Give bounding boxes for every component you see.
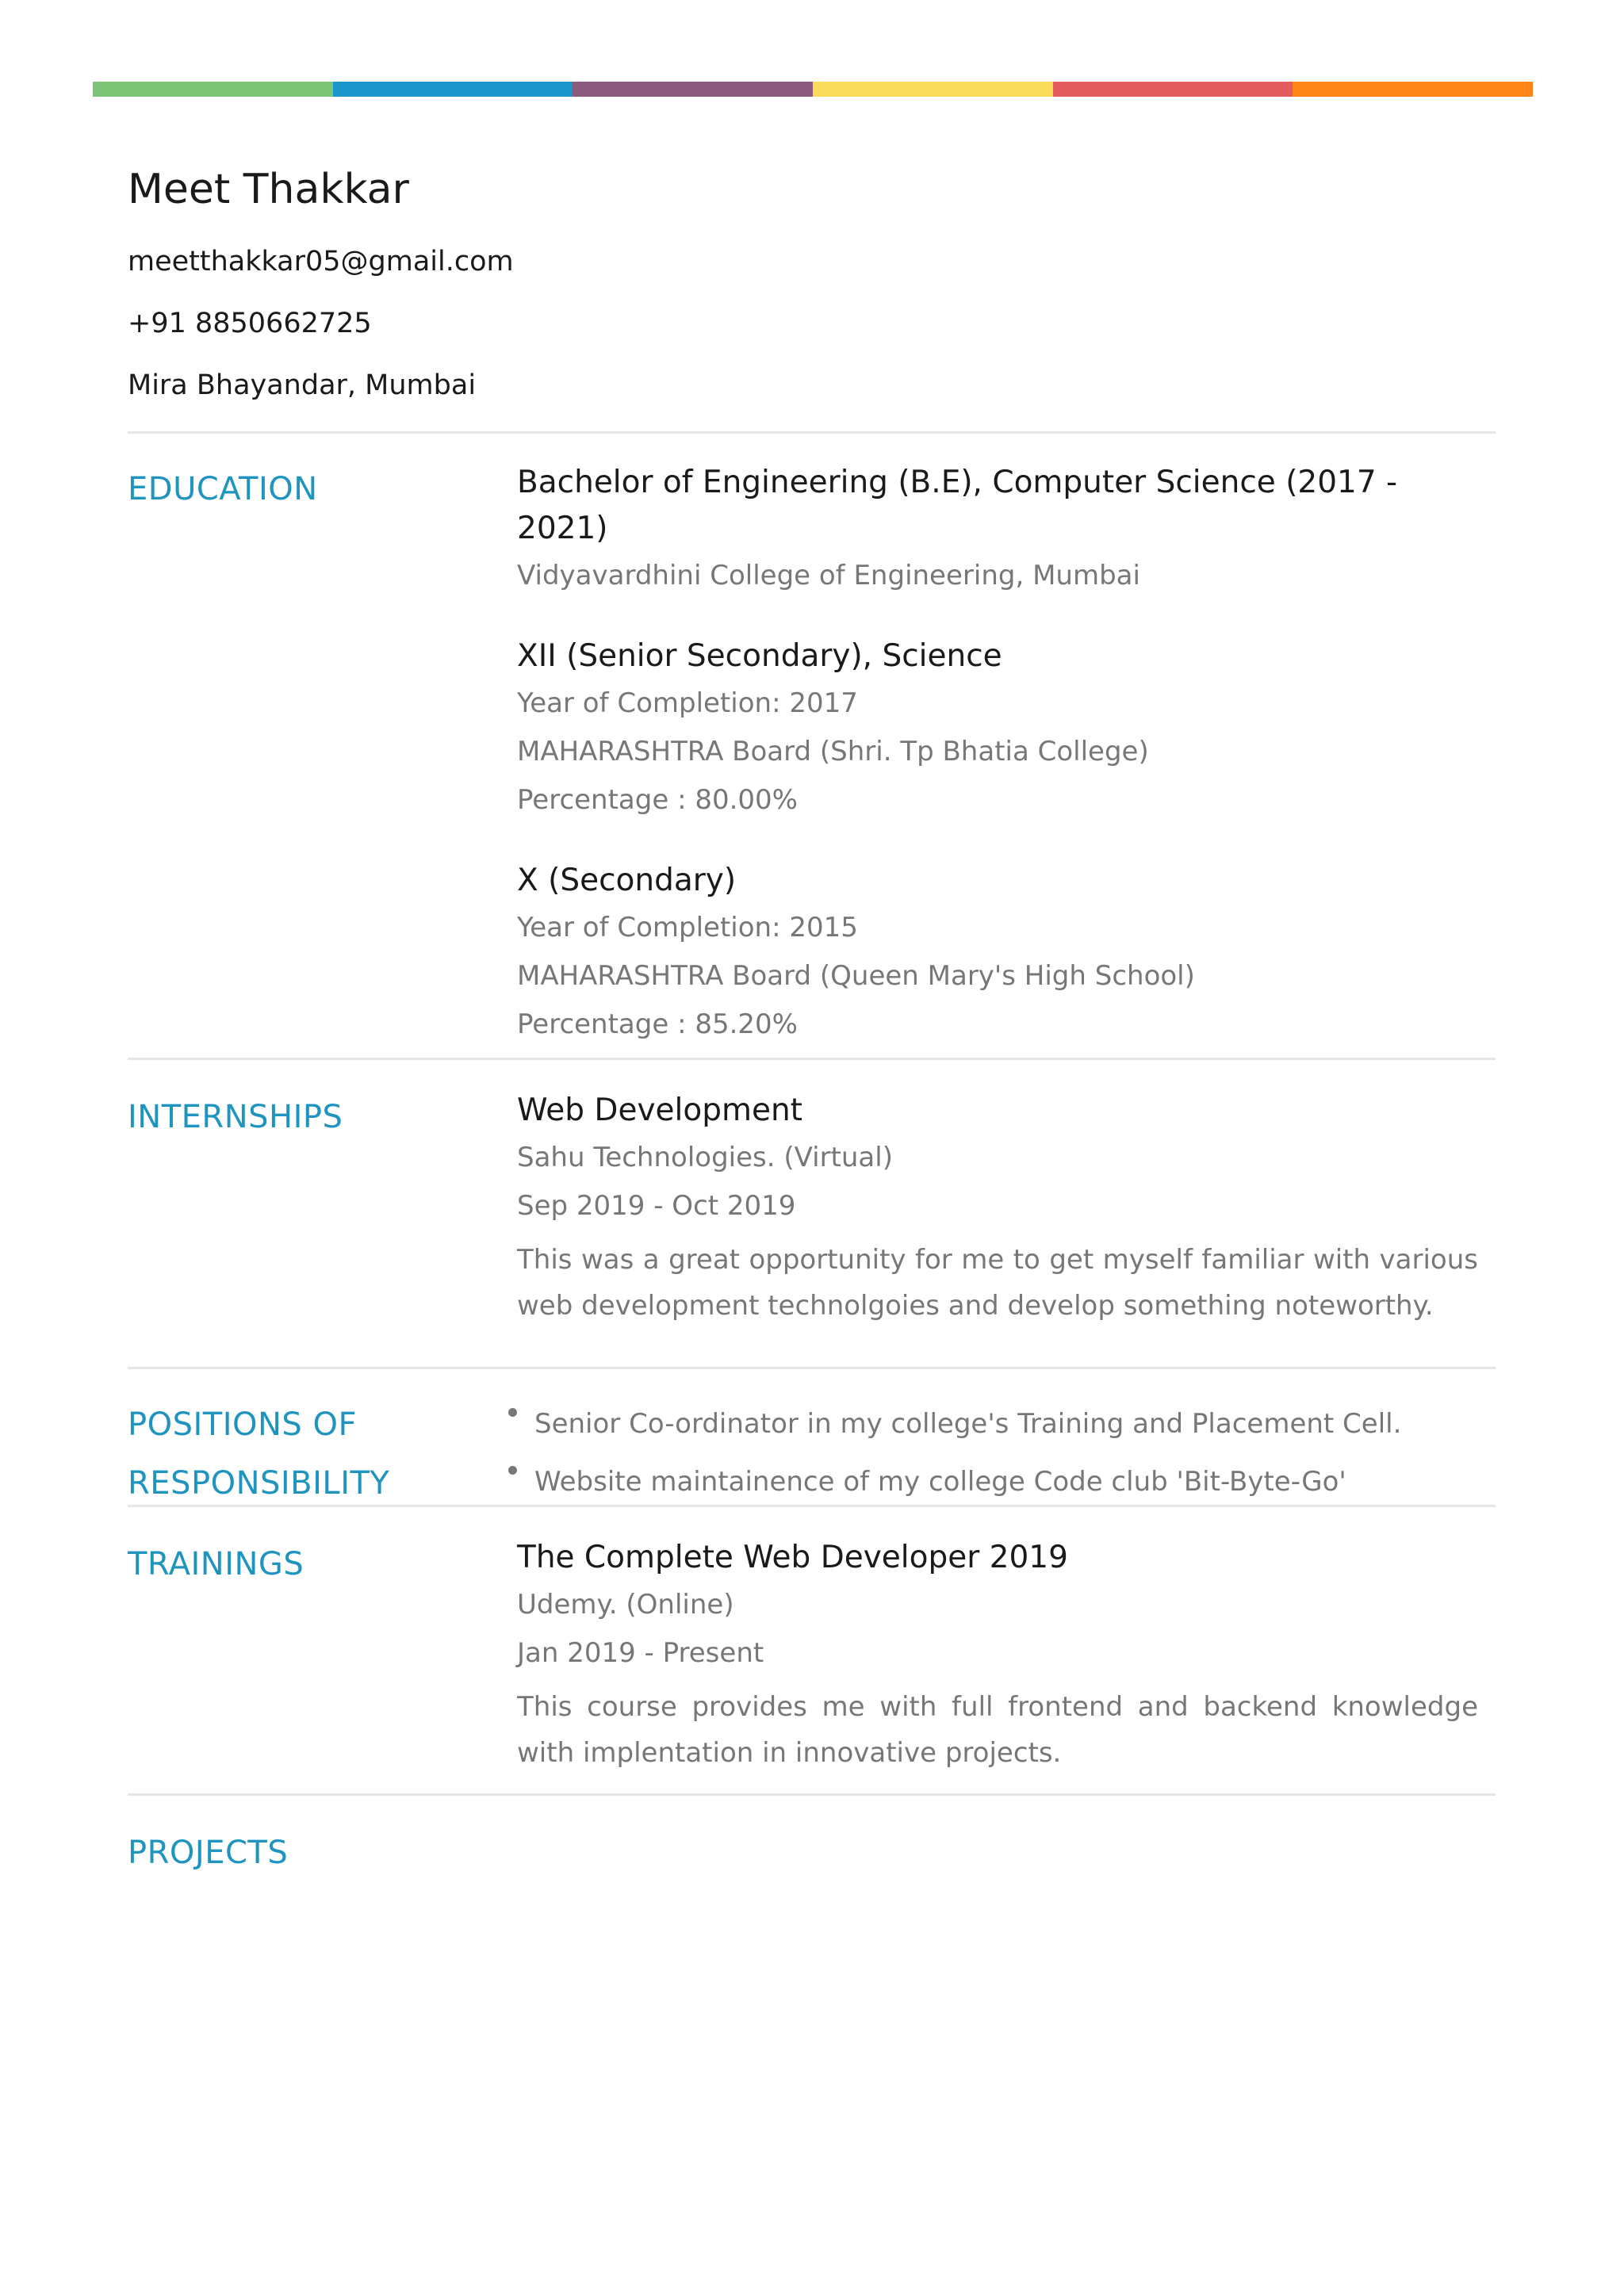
color-strip-segment [573,82,813,97]
internships-heading: INTERNSHIPS [128,1099,343,1135]
section-divider [128,1367,1496,1369]
internship-entry [517,1088,1478,1329]
section-divider [128,1793,1496,1796]
percentage: Percentage : 85.20% [517,1008,798,1040]
position-text: Senior Co-ordinator in my college's Training and Placement Cell. [534,1408,1402,1440]
training-title: The Complete Web Developer 2019 [517,1540,1068,1575]
training-entry [517,1535,1478,1776]
training-description: This course provides me with full frontend and backend knowledge with implentation in innovative projects. [517,1691,1478,1769]
company-name: Sahu Technologies. (Virtual) [517,1142,893,1173]
candidate-name: Meet Thakkar [128,166,409,213]
board-name: MAHARASHTRA Board (Shri. Tp Bhatia College) [517,736,1149,767]
list-item [493,1453,1454,1511]
color-strip-segment [1053,82,1293,97]
internship-title: Web Development [517,1093,802,1128]
position-text: Website maintainence of my college Code club 'Bit-Byte-Go' [534,1466,1346,1498]
degree-title: Bachelor of Engineering (B.E), Computer Science (2017 - 2021) [517,465,1398,546]
positions-body [493,1395,1454,1511]
positions-list [493,1395,1454,1511]
section-divider [128,1058,1496,1060]
education-entry [517,858,1478,1049]
positions-heading-line2: RESPONSIBILITY [128,1465,390,1502]
training-dates: Jan 2019 - Present [517,1637,764,1669]
degree-title: X (Secondary) [517,863,737,898]
section-divider [128,431,1496,434]
section-divider [128,1505,1496,1507]
internship-dates: Sep 2019 - Oct 2019 [517,1190,796,1222]
trainings-body [517,1535,1478,1776]
phone-number: +91 8850662725 [128,308,372,339]
color-strip-segment [333,82,573,97]
location: Mira Bhayandar, Mumbai [128,369,477,401]
bullet-icon [508,1408,517,1417]
internships-body [517,1088,1478,1329]
education-entry [517,633,1478,825]
email-address: meetthakkar05@gmail.com [128,246,514,277]
internship-description: This was a great opportunity for me to get myself familiar with various web development technolgoies and develop something noteworthy. [517,1244,1478,1322]
training-provider: Udemy. (Online) [517,1589,734,1621]
completion-year: Year of Completion: 2015 [517,912,858,943]
list-item [493,1395,1454,1453]
trainings-heading: TRAININGS [128,1546,304,1582]
color-strip-segment [813,82,1053,97]
education-entry [517,460,1478,600]
positions-heading [128,1395,477,1513]
resume-header [128,159,1500,406]
projects-heading: PROJECTS [128,1835,289,1871]
institution: Vidyavardhini College of Engineering, Mumbai [517,560,1140,591]
color-strip-segment [1293,82,1533,97]
education-heading: EDUCATION [128,471,318,507]
color-strip [93,82,1533,97]
degree-title: XII (Senior Secondary), Science [517,638,1002,674]
color-strip-segment [93,82,333,97]
board-name: MAHARASHTRA Board (Queen Mary's High School) [517,960,1195,992]
education-body [517,460,1478,1049]
bullet-icon [508,1466,517,1475]
completion-year: Year of Completion: 2017 [517,687,858,719]
positions-heading-line1: POSITIONS OF [128,1406,358,1443]
percentage: Percentage : 80.00% [517,784,798,816]
